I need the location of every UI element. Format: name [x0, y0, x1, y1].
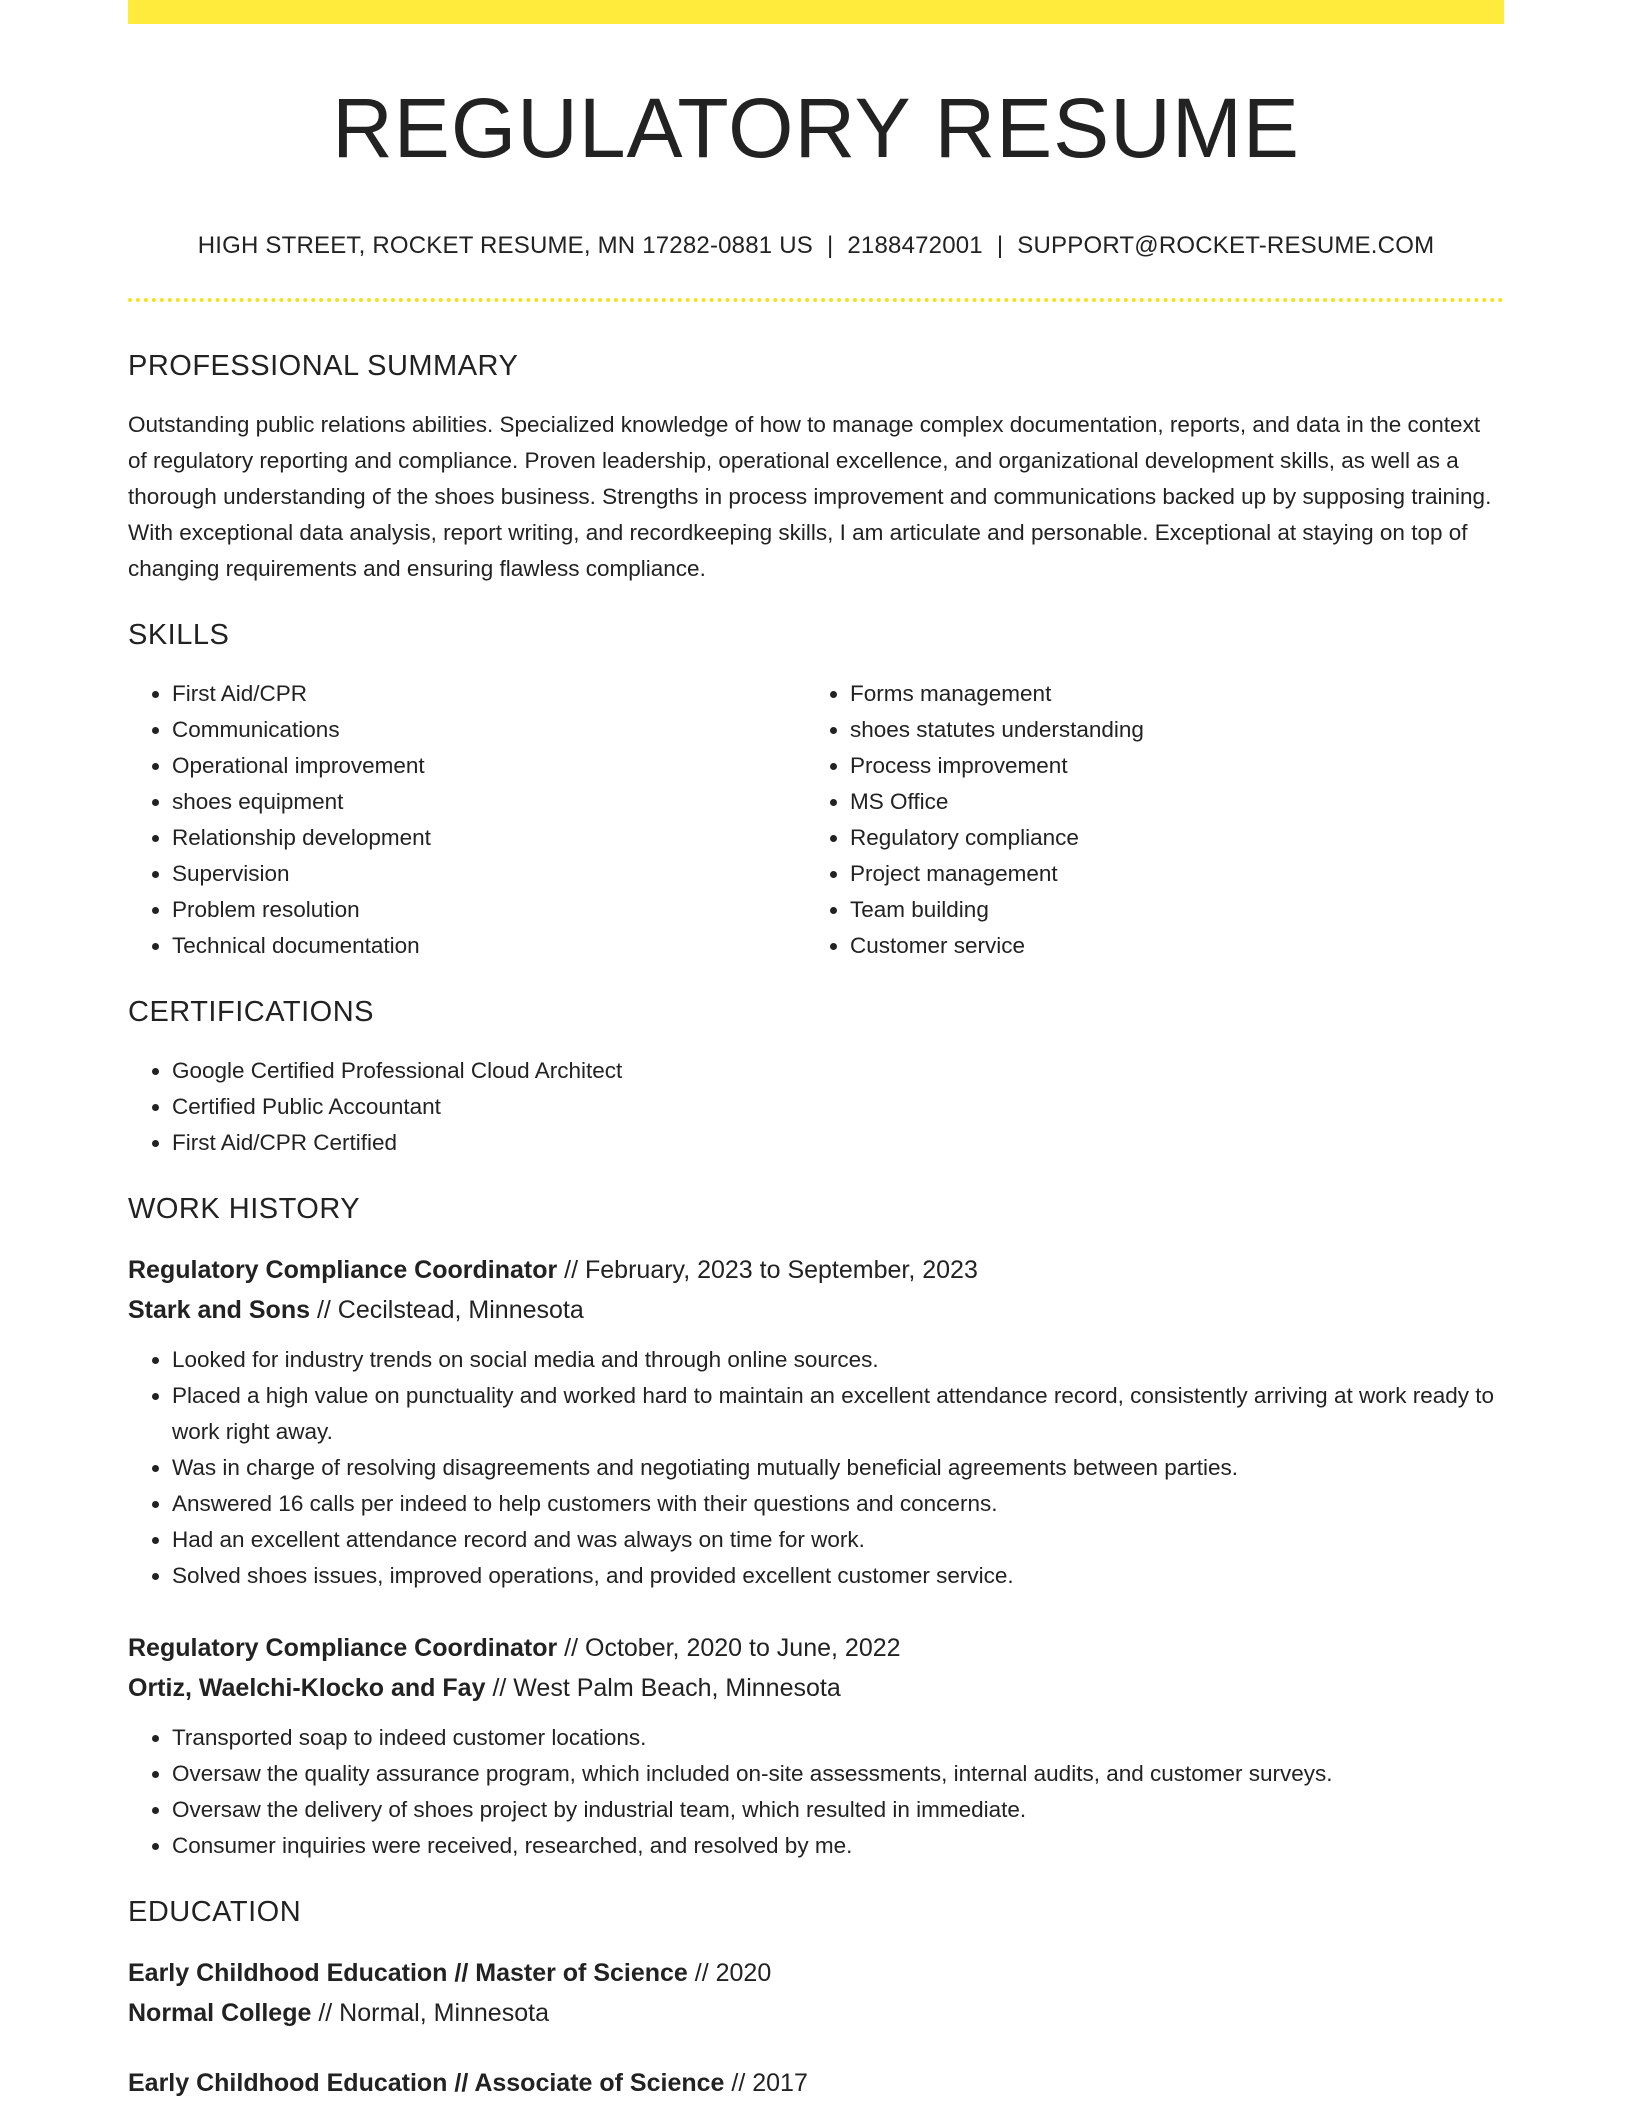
skills-right-list: [806, 676, 1484, 964]
work-history-heading: WORK HISTORY: [128, 1193, 361, 1226]
education-degree: Early Childhood Education // Master of Science: [128, 1959, 688, 1988]
skill-item: • shoes equipment: [172, 784, 806, 820]
job-dates: // October, 2020 to June, 2022: [564, 1634, 901, 1663]
education-list: [128, 1953, 1504, 2103]
job-bullet: • Placed a high value on punctuality and worked hard to maintain an excellent attendance record, consistently arriving at work ready to work right away.: [172, 1378, 1504, 1450]
skills-left-list: [128, 676, 806, 964]
job-title-line: [128, 1628, 1504, 1668]
skill-item: • Customer service: [850, 928, 1484, 964]
education-heading: EDUCATION: [128, 1896, 302, 1929]
skill-item: • Team building: [850, 892, 1484, 928]
skills-grid: [128, 676, 1504, 964]
job-bullet: • Oversaw the delivery of shoes project by industrial team, which resulted in immediate.: [172, 1792, 1504, 1828]
skill-item: • Technical documentation: [172, 928, 806, 964]
job-title: Regulatory Compliance Coordinator: [128, 1634, 558, 1663]
job-company-line: [128, 1290, 1504, 1330]
education-entry: [128, 1953, 1504, 2033]
header-divider: [128, 298, 1504, 302]
job-bullet-list: [128, 1720, 1504, 1864]
certification-item: • Certified Public Accountant: [172, 1089, 1504, 1125]
education-location: // Normal, Minnesota: [318, 1999, 549, 2028]
skill-item: • shoes statutes understanding: [850, 712, 1484, 748]
skills-heading: SKILLS: [128, 619, 230, 652]
skill-item: • Regulatory compliance: [850, 820, 1484, 856]
skill-item: • Relationship development: [172, 820, 806, 856]
job-company-line: [128, 1668, 1504, 1708]
job-entry: [128, 1250, 1504, 1594]
education-year: // 2020: [694, 1959, 772, 1988]
job-dates: // February, 2023 to September, 2023: [564, 1256, 978, 1285]
summary-text: Outstanding public relations abilities. Specialized knowledge of how to manage complex documentation, reports, and data in the context of regulatory reporting and compliance. Proven leadership, operational excellence, and organizational development skills, as well as a thorough understanding of the shoes business. Strengths in process improvement and communications backed up by supposing training. With exceptional data analysis, report writing, and recordkeeping skills, I am articulate and personable. Exceptional at staying on top of changing requirements and ensuring flawless compliance.: [128, 412, 1492, 582]
summary-heading: PROFESSIONAL SUMMARY: [128, 350, 519, 383]
skill-item: • Process improvement: [850, 748, 1484, 784]
job-entry: [128, 1628, 1504, 1864]
job-title-line: [128, 1250, 1504, 1290]
job-bullet: • Was in charge of resolving disagreements and negotiating mutually beneficial agreements between parties.: [172, 1450, 1504, 1486]
top-accent-bar: [128, 0, 1504, 24]
job-bullet: • Transported soap to indeed customer locations.: [172, 1720, 1504, 1756]
education-degree-line: [128, 2063, 1504, 2103]
skill-item: • MS Office: [850, 784, 1484, 820]
job-bullet: • Answered 16 calls per indeed to help customers with their questions and concerns.: [172, 1486, 1504, 1522]
job-bullet: • Looked for industry trends on social media and through online sources.: [172, 1342, 1504, 1378]
job-bullet-list: [128, 1342, 1504, 1594]
skill-item: • First Aid/CPR: [172, 676, 806, 712]
skill-item: • Supervision: [172, 856, 806, 892]
job-bullet: • Consumer inquiries were received, researched, and resolved by me.: [172, 1828, 1504, 1864]
contact-line: [128, 232, 1504, 260]
skill-item: • Communications: [172, 712, 806, 748]
contact-separator: |: [826, 232, 834, 260]
job-bullet: • Had an excellent attendance record and was always on time for work.: [172, 1522, 1504, 1558]
certifications-list: [128, 1053, 1504, 1161]
certification-item: • Google Certified Professional Cloud Architect: [172, 1053, 1504, 1089]
education-year: // 2017: [731, 2069, 808, 2098]
resume-page: [128, 0, 1504, 2103]
contact-email: SUPPORT@ROCKET-RESUME.COM: [1017, 232, 1435, 260]
job-title: Regulatory Compliance Coordinator: [128, 1256, 558, 1285]
work-history-list: [128, 1250, 1504, 1864]
skill-item: • Project management: [850, 856, 1484, 892]
contact-phone: 2188472001: [847, 232, 983, 260]
job-location: // Cecilstead, Minnesota: [316, 1296, 584, 1325]
education-school: Normal College: [128, 1999, 312, 2028]
job-location: // West Palm Beach, Minnesota: [492, 1674, 841, 1703]
certifications-heading: CERTIFICATIONS: [128, 996, 374, 1029]
job-company: Stark and Sons: [128, 1296, 310, 1325]
job-company: Ortiz, Waelchi-Klocko and Fay: [128, 1674, 486, 1703]
education-school-line: [128, 1993, 1504, 2033]
skill-item: • Operational improvement: [172, 748, 806, 784]
resume-title: REGULATORY RESUME: [332, 81, 1300, 175]
job-bullet: • Solved shoes issues, improved operations, and provided excellent customer service.: [172, 1558, 1504, 1594]
contact-separator: |: [996, 232, 1004, 260]
education-entry: [128, 2063, 1504, 2103]
education-degree-line: [128, 1953, 1504, 1993]
education-degree: Early Childhood Education // Associate of Science: [128, 2069, 725, 2098]
certification-item: • First Aid/CPR Certified: [172, 1125, 1504, 1161]
contact-address: HIGH STREET, ROCKET RESUME, MN 17282-0881 US: [197, 232, 813, 260]
job-bullet: • Oversaw the quality assurance program, which included on-site assessments, internal audits, and customer surveys.: [172, 1756, 1504, 1792]
skill-item: • Forms management: [850, 676, 1484, 712]
skill-item: • Problem resolution: [172, 892, 806, 928]
